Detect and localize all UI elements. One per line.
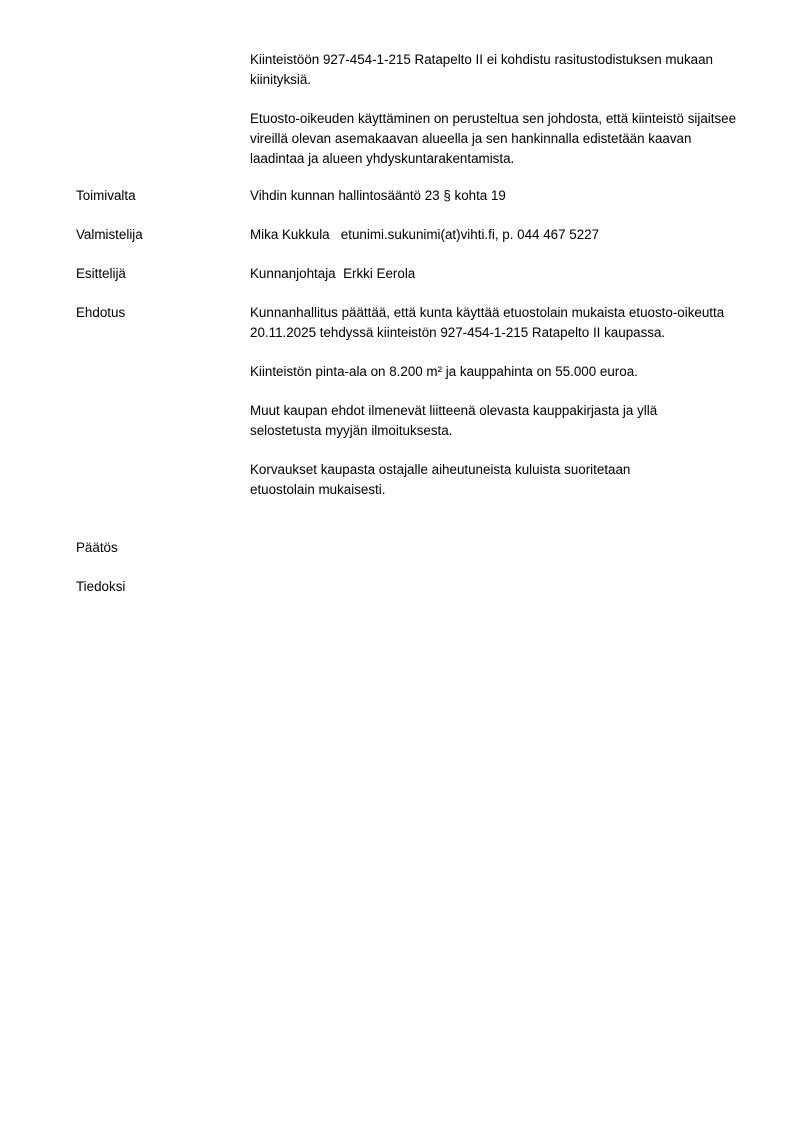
valmistelija-value: Mika Kukkula etunimi.sukunimi(at)vihti.fi, p. 044 467 5227 [250, 227, 600, 242]
toimivalta-value: Vihdin kunnan hallintosääntö 23 § kohta 19 [250, 188, 506, 203]
ehdotus-paragraph-compensation: Korvaukset kaupasta ostajalle aiheutuneista kuluista suoritetaan etuostolain mukaisesti. [250, 462, 631, 497]
tiedoksi-label: Tiedoksi [76, 579, 126, 594]
intro-section [250, 50, 750, 188]
encumbrance-paragraph: Kiinteistöön 927-454-1-215 Ratapelto II ei kohdistu rasitustodistuksen mukaan kiinityksiä. [250, 52, 713, 87]
ehdotus-label: Ehdotus [76, 305, 126, 320]
esittelija-label: Esittelijä [76, 266, 126, 281]
justification-paragraph: Etuosto-oikeuden käyttäminen on perusteltua sen johdosta, että kiinteistö sijaitsee vireillä olevan asemakaavan alueella ja sen hankinnalla edistetään kaavan laadintaa ja alueen yhdyskuntarakentamista. [250, 111, 737, 166]
esittelija-value: Kunnanjohtaja Erkki Eerola [250, 266, 416, 281]
ehdotus-paragraph-area-price: Kiinteistön pinta-ala on 8.200 m² ja kauppahinta on 55.000 euroa. [250, 364, 638, 379]
ehdotus-paragraph-terms: Muut kaupan ehdot ilmenevät liitteenä olevasta kauppakirjasta ja yllä selostetusta myyjän ilmoituksesta. [250, 403, 658, 438]
toimivalta-label: Toimivalta [76, 188, 136, 203]
ehdotus-value [250, 303, 750, 519]
valmistelija-label: Valmistelija [76, 227, 143, 242]
paatos-label: Päätös [76, 540, 118, 555]
ehdotus-paragraph-decision: Kunnanhallitus päättää, että kunta käyttää etuostolain mukaista etuosto-oikeutta 20.11.2025 tehdyssä kiinteistön 927-454-1-215 Ratapelto II kaupassa. [250, 305, 725, 340]
